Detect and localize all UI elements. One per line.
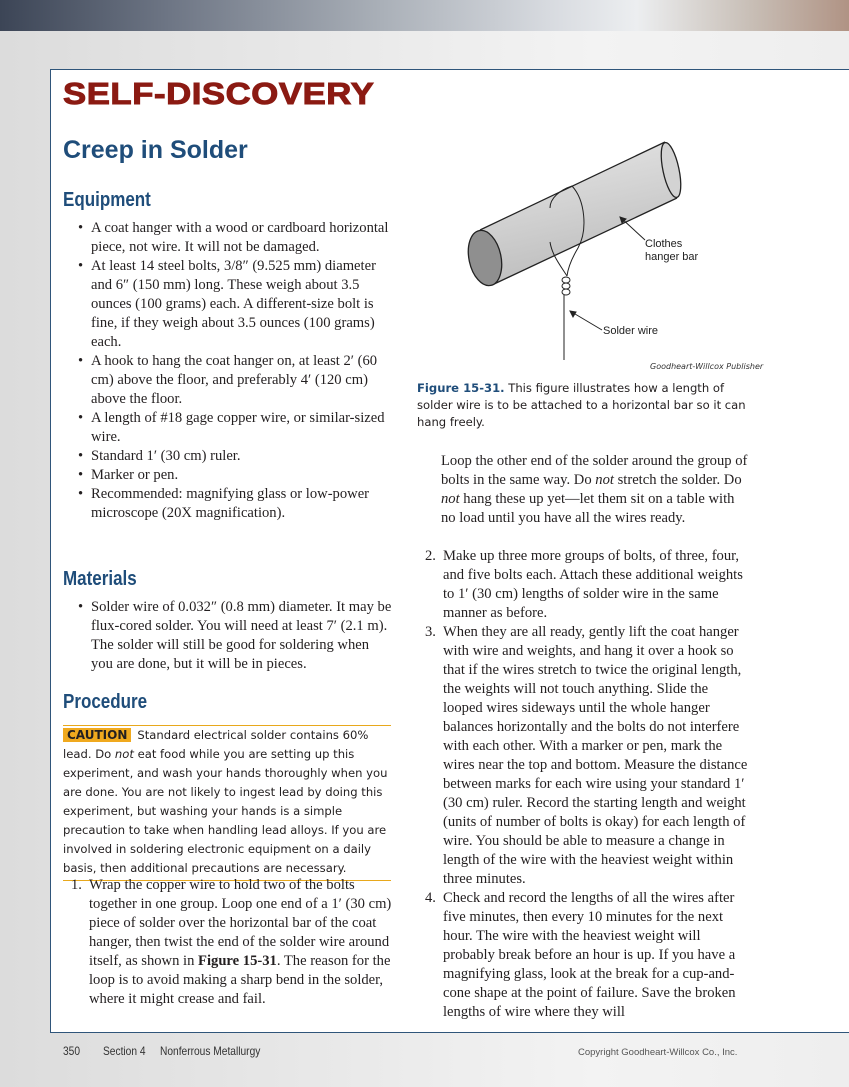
list-item — [63, 257, 393, 352]
figure-credit: Goodheart-Willcox Publisher — [650, 362, 764, 371]
materials-heading: Materials — [63, 568, 137, 590]
text-segment: Solder wire of 0.032″ (0.8 mm) diameter. It may be flux-cored solder. You will need at least 7′ (2.1 m). The solder will still be good for soldering when you are done, but it will be in pieces. — [91, 599, 392, 672]
caption-text: This figure illustrates how a length of solder wire is to be attached to a horizontal bar so it can hang freely. — [417, 381, 746, 429]
step-number: 1. — [71, 877, 82, 893]
footer-section: Section 4 — [103, 1044, 146, 1058]
list-item — [63, 352, 393, 409]
text-segment: Marker or pen. — [91, 467, 179, 483]
figure-caption — [417, 380, 757, 431]
step-number: 4. — [425, 890, 436, 906]
caution-text — [63, 728, 387, 875]
list-item — [63, 409, 393, 447]
hanger-bar-illustration — [400, 130, 760, 380]
step-number: 3. — [425, 624, 436, 640]
footer-chapter: Nonferrous Metallurgy — [160, 1044, 261, 1058]
text-segment: Standard electrical solder contains 60% lead. Do — [63, 728, 369, 761]
step-number: 2. — [425, 548, 436, 564]
procedure-step — [63, 876, 393, 1009]
footer-copyright: Copyright Goodheart-Willcox Co., Inc. — [578, 1047, 738, 1058]
equipment-heading: Equipment — [63, 189, 151, 211]
step-1-continuation — [441, 452, 749, 528]
text-segment: Recommended: magnifying glass or low-power microscope (20X magnification). — [91, 486, 370, 521]
materials-list — [63, 598, 393, 674]
text-segment: Make up three more groups of bolts, of three, four, and five bolts each. Attach these additional weights to 1′ (30 cm) lengths of solder wire in the same manner as before. — [443, 548, 743, 621]
header-banner — [0, 0, 849, 31]
text-segment: At least 14 steel bolts, 3/8″ (9.525 mm) diameter and 6″ (150 mm) long. These weigh about 3.5 ounces (100 grams) each. A different-size bolt is fine, if they weigh about 3.5 ounces (100 grams) each. — [91, 258, 376, 350]
list-item — [63, 466, 393, 485]
text-segment: not — [441, 491, 460, 507]
list-item — [63, 219, 393, 257]
label-hanger-bar: hanger bar — [645, 251, 699, 263]
cylinder — [464, 141, 685, 289]
activity-title: Creep in Solder — [63, 136, 248, 164]
text-segment: Figure 15-31 — [198, 953, 277, 969]
feature-title: SELF-DISCOVERY — [63, 76, 375, 111]
text-segment: A hook to hang the coat hanger on, at least 2′ (60 cm) above the floor, and preferably 4′ (120 cm) above the floor. — [91, 353, 378, 407]
caution-label: CAUTION — [63, 728, 131, 742]
label-solder-wire: Solder wire — [603, 325, 659, 337]
list-item — [63, 598, 393, 674]
text-segment: Loop the other end of the solder around the group of bolts in the same way. Do — [441, 453, 748, 488]
text-segment: When they are all ready, gently lift the coat hanger with wire and weights, and hang it over a hook so that if the wires stretch to twice the original length, the weights will not touch anything. Slide the looped wires sideways until the whole hanger balances horizontally and the bolts do not interfere with each other. With a marker or pen, mark the wires near the top and bottom. Measure the distance between marks for each wire using your standard 1′ (30 cm) ruler. Record the starting length and weight (units of number of bolts is okay) for each length of wire. You should be able to measure a change in length of the wire with the heaviest weight within three minutes. — [443, 624, 748, 887]
list-item — [63, 485, 393, 523]
text-segment: not — [114, 747, 134, 761]
figure-15-31 — [400, 130, 760, 380]
text-segment: A length of #18 gage copper wire, or similar-sized wire. — [91, 410, 385, 445]
procedure-steps-right — [417, 547, 750, 1022]
equipment-list — [63, 219, 393, 523]
procedure-heading: Procedure — [63, 691, 148, 713]
text-segment: stretch the solder. Do — [613, 472, 742, 488]
text-segment: Check and record the lengths of all the wires after five minutes, then every 10 minutes for the next hour. The wire with the heaviest weight will probably break before an hour is up. If you have a magnifying glass, look at the break for a cup-and-cone shape at the point of failure. Save the broken lengths of wire where they will — [443, 890, 736, 1020]
text-segment: Standard 1′ (30 cm) ruler. — [91, 448, 241, 464]
page-number: 350 — [63, 1044, 81, 1058]
procedure-step — [417, 623, 750, 889]
text-segment: not — [595, 472, 614, 488]
list-item — [63, 447, 393, 466]
label-clothes: Clothes — [645, 238, 683, 250]
caution-box — [63, 725, 391, 881]
text-segment: hang these up yet—let them sit on a table with no load until you have all the wires ready. — [441, 491, 735, 526]
procedure-step — [417, 889, 750, 1022]
text-segment: eat food while you are setting up this experiment, and wash your hands thoroughly when you are done. You are not likely to ingest lead by doing this experiment, but washing your hands is a simple precaution to take when handling lead alloys. If you are involved in soldering electronic equipment on a daily basis, then additional precautions are necessary. — [63, 747, 388, 875]
text-segment: A coat hanger with a wood or cardboard horizontal piece, not wire. It will not be damaged. — [91, 220, 389, 255]
procedure-steps-left — [63, 876, 393, 1009]
text-segment: . The reason for the loop is to avoid making a sharp bend in the solder, where it might crease and fail. — [89, 953, 391, 1007]
procedure-step — [417, 547, 750, 623]
caption-number: Figure 15-31. — [417, 381, 505, 395]
text-segment: Wrap the copper wire to hold two of the bolts together in one group. Loop one end of a 1′ (30 cm) piece of solder over the horizontal bar of the coat hanger, then twist the end of the solder wire around itself, as shown in — [89, 877, 392, 969]
